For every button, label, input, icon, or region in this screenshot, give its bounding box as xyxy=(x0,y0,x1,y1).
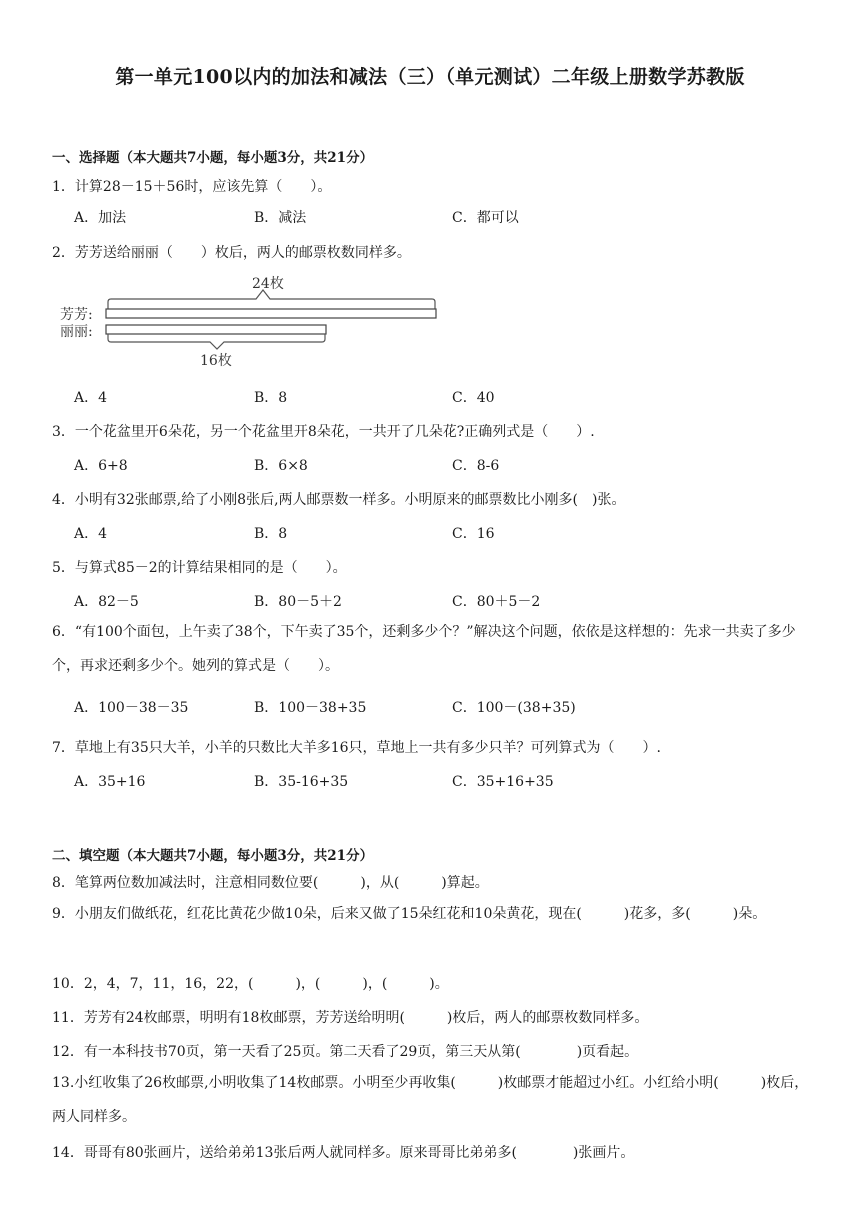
option-b[interactable]: B．6×8 xyxy=(254,458,308,474)
option-a[interactable]: A．加法 xyxy=(74,210,127,226)
question-11: 11．芳芳有24枚邮票，明明有18枚邮票，芳芳送给明明( )枚后，两人的邮票枚数同样多。 xyxy=(52,1010,649,1026)
option-a[interactable]: A．100－38－35 xyxy=(74,700,189,716)
question-1-options xyxy=(74,207,774,227)
question-1: 1．计算28－15＋56时，应该先算（ ）。 xyxy=(52,179,332,195)
option-c[interactable]: C．35+16+35 xyxy=(452,774,554,790)
question-7: 7．草地上有35只大羊，小羊的只数比大羊多16只，草地上一共有多少只羊？可列算式为（ ）. xyxy=(52,740,661,756)
bottom-brace xyxy=(108,334,325,349)
section-heading-fill: 二、填空题（本大题共7小题，每小题3分，共21分） xyxy=(52,848,374,864)
option-a[interactable]: A．4 xyxy=(74,390,108,406)
option-a[interactable]: A．82－5 xyxy=(74,594,139,610)
option-c[interactable]: C．100－(38+35) xyxy=(452,700,576,716)
label-lili: 丽丽: xyxy=(60,324,93,340)
question-13: 13.小红收集了26枚邮票,小明收集了14枚邮票。小明至少再收集( )枚邮票才能超过小红。小红给小明( )枚后，两人同样多。 xyxy=(52,1075,809,1125)
lili-bar xyxy=(106,325,326,334)
stamp-comparison-diagram xyxy=(60,275,445,370)
question-9: 9．小朋友们做纸花，红花比黄花少做10朵，后来又做了15朵红花和10朵黄花，现在( )花多，多( )朵。 xyxy=(52,906,767,922)
option-c[interactable]: C．16 xyxy=(452,526,495,542)
question-4-options xyxy=(74,523,774,543)
option-b[interactable]: B．80－5＋2 xyxy=(254,594,342,610)
question-3-options xyxy=(74,455,774,475)
option-c[interactable]: C．都可以 xyxy=(452,210,519,226)
option-b[interactable]: B．减法 xyxy=(254,210,307,226)
question-2-options xyxy=(74,387,774,407)
fangfang-bar xyxy=(106,309,436,318)
option-a[interactable]: A．6+8 xyxy=(74,458,128,474)
top-brace xyxy=(108,290,435,309)
amount-16: 16枚 xyxy=(200,353,232,369)
question-14: 14．哥哥有80张画片，送给弟弟13张后两人就同样多。原来哥哥比弟弟多( )张画片。 xyxy=(52,1145,635,1161)
option-a[interactable]: A．35+16 xyxy=(74,774,146,790)
option-a[interactable]: A．4 xyxy=(74,526,108,542)
question-6-options xyxy=(74,697,774,717)
option-b[interactable]: B．35-16+35 xyxy=(254,774,349,790)
option-b[interactable]: B．100－38+35 xyxy=(254,700,367,716)
option-b[interactable]: B．8 xyxy=(254,526,288,542)
amount-24: 24枚 xyxy=(252,276,284,292)
option-b[interactable]: B．8 xyxy=(254,390,288,406)
question-7-options xyxy=(74,771,774,791)
question-5-options xyxy=(74,591,774,611)
option-c[interactable]: C．40 xyxy=(452,390,495,406)
page-title: 第一单元100以内的加法和减法（三）（单元测试）二年级上册数学苏教版 xyxy=(115,66,745,88)
question-2: 2．芳芳送给丽丽（ ）枚后，两人的邮票枚数同样多。 xyxy=(52,245,411,261)
section-heading-choice: 一、选择题（本大题共7小题，每小题3分，共21分） xyxy=(52,150,374,166)
label-fangfang: 芳芳: xyxy=(60,307,93,323)
question-3: 3．一个花盆里开6朵花，另一个花盆里开8朵花，一共开了几朵花?正确列式是（ ）. xyxy=(52,424,595,440)
question-5: 5．与算式85－2的计算结果相同的是（ ）。 xyxy=(52,560,347,576)
bar-diagram xyxy=(60,275,445,370)
option-c[interactable]: C．8-6 xyxy=(452,458,500,474)
question-4: 4．小明有32张邮票,给了小刚8张后,两人邮票数一样多。小明原来的邮票数比小刚多( )张。 xyxy=(52,492,626,508)
question-12: 12．有一本科技书70页，第一天看了25页。第二天看了29页，第三天从第( )页看起。 xyxy=(52,1044,639,1060)
question-10: 10．2，4，7，11，16，22，( )，( )，( )。 xyxy=(52,976,449,992)
option-c[interactable]: C．80＋5－2 xyxy=(452,594,541,610)
question-6: 6．“有100个面包，上午卖了38个，下午卖了35个，还剩多少个？”解决这个问题，依依是这样想的：先求一共卖了多少个，再求还剩多少个。她列的算式是（ ）。 xyxy=(52,624,796,674)
question-8: 8．笔算两位数加减法时，注意相同数位要( )，从( )算起。 xyxy=(52,875,489,891)
